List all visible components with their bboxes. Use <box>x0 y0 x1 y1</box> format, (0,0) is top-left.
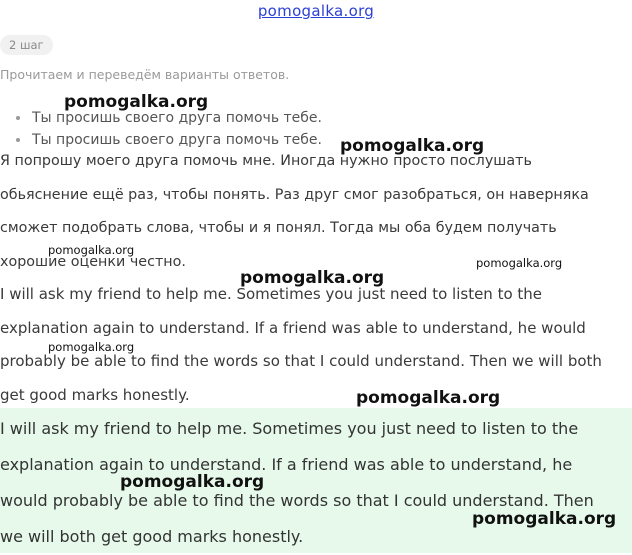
watermark: pomogalka.org <box>120 472 265 492</box>
step-badge: 2 шаг <box>0 35 53 55</box>
watermark: pomogalka.org <box>476 256 563 270</box>
watermark: pomogalka.org <box>48 340 135 354</box>
watermark: pomogalka.org <box>64 92 209 112</box>
watermark: pomogalka.org <box>472 509 617 529</box>
watermark: pomogalka.org <box>48 243 135 257</box>
english-paragraph: I will ask my friend to help me. Sometimes you just need to listen to the explanation again to understand. If a friend was able to understand, he would probably be able to find the words so that I could understand. Then we will both get good marks honestly. <box>0 285 602 404</box>
site-watermark-link[interactable]: pomogalka.org <box>257 2 375 20</box>
russian-paragraph: Я попрошу моего друга помочь мне. Иногда нужно просто послушать обьяснение ещё раз, чтобы понять. Раз друг смог разобраться, он наверняка сможет подобрать слова, чтобы и я понял. Тогда мы оба будем получать хорошие оценки честно. <box>0 153 589 270</box>
list-item: Ты просишь своего друга помочь тебе. <box>12 129 322 151</box>
watermark: pomogalka.org <box>340 136 485 156</box>
answer-paragraph: I will ask my friend to help me. Sometimes you just need to listen to the explanation again to understand. If a friend was able to understand, he would probably be able to find the words so that I could understand. Then we will both get good marks honestly. <box>0 419 594 546</box>
watermark: pomogalka.org <box>240 268 385 288</box>
list-item: Ты просишь своего друга помочь тебе. <box>12 107 322 129</box>
watermark: pomogalka.org <box>356 388 501 408</box>
intro-text: Прочитаем и переведём варианты ответов. <box>0 67 290 82</box>
